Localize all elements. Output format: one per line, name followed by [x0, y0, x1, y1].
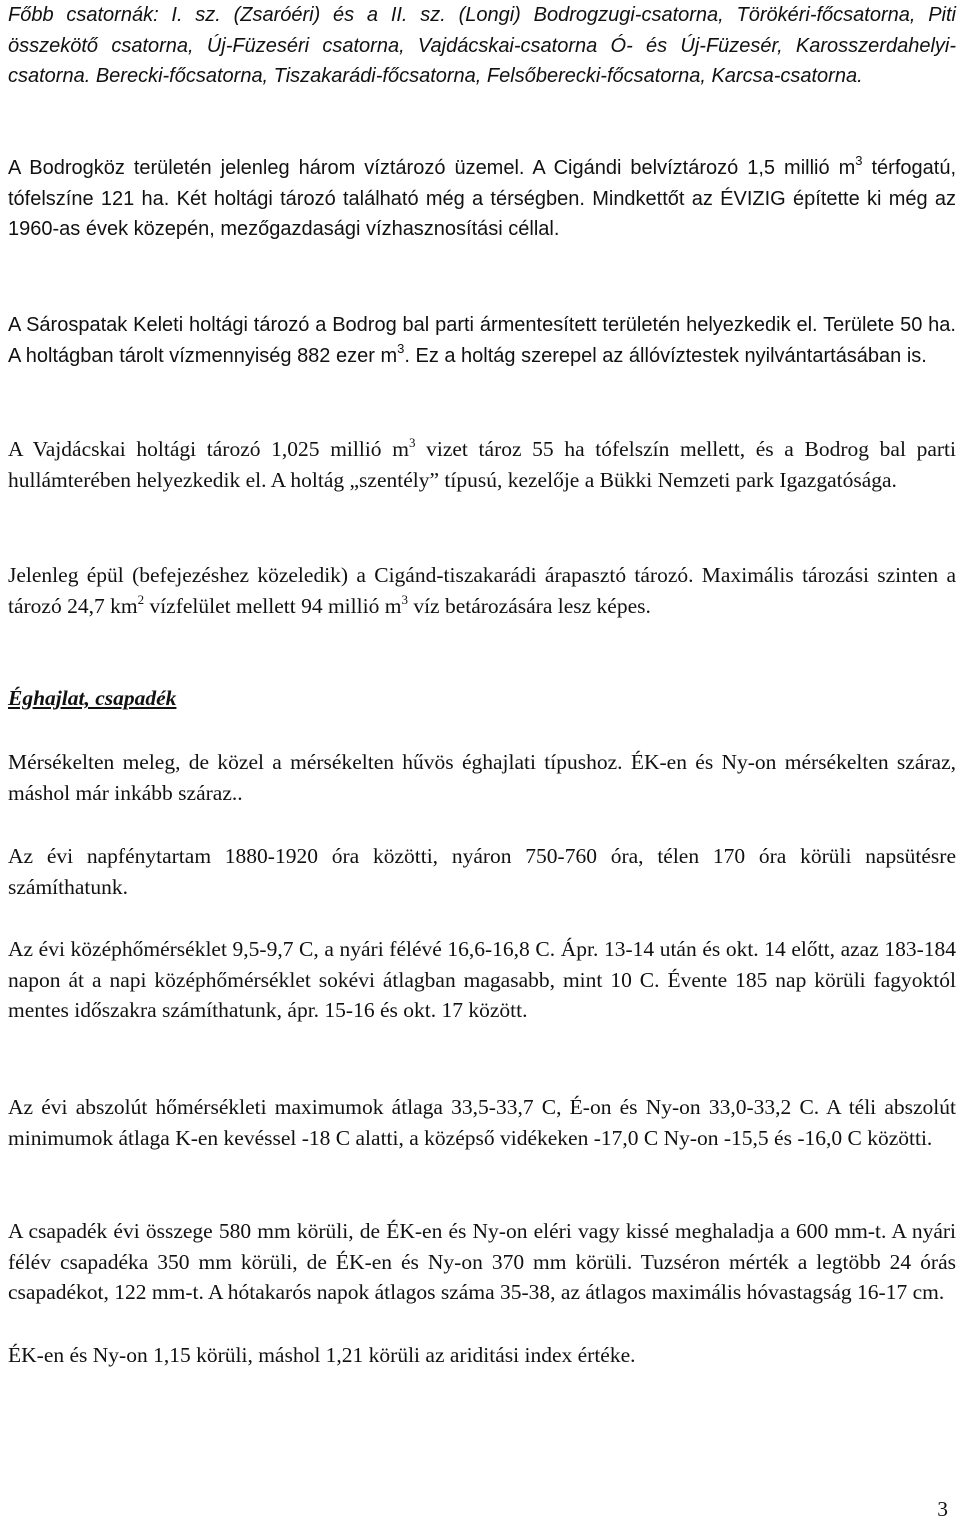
precipitation-paragraph: A csapadék évi összege 580 mm körüli, de ÉK-en és Ny-on eléri vagy kissé meghaladja a 600 mm-t. A nyári félév csapadéka 350 mm körüli, de ÉK-en és Ny-on 370 mm körüli. Tuzséron mérték a legtöbb 24 órás csapadékot, 122 mm-t. A hótakarós napok átlagos száma 35-38, az átlagos maximális hóvastagság 16-17 cm. [8, 1219, 956, 1305]
cigand-text-cont: vízfelület mellett 94 millió m [144, 593, 402, 618]
climate-heading: Éghajlat, csapadék [8, 686, 177, 710]
cigand-text: Jelenleg épül (befejezéshez közeledik) a Cigánd-tiszakarádi árapasztó tározó. Maximális tározási szinten a tározó 24,7 km [8, 563, 956, 618]
reservoirs-text: A Bodrogköz területén jelenleg három víztározó üzemel. A Cigándi belvíztározó 1,5 millió m [8, 157, 856, 179]
climate-paragraph: Mérsékelten meleg, de közel a mérsékelten hűvös éghajlati típushoz. ÉK-en és Ny-on mérsékelten száraz, máshol már inkább száraz.. [8, 750, 956, 805]
sunshine-paragraph: Az évi napfénytartam 1880-1920 óra közötti, nyáron 750-760 óra, télen 170 óra körüli napsütésre számíthatunk. [8, 844, 956, 899]
reservoirs-text-cont: térfogatú, tófelszíne 121 ha. Két holtági tározó található még a térségben. Mindkettőt az ÉVIZIG építette ki még az 1960-as évek közepén, mezőgazdasági vízhasznosítási céllal. [8, 157, 956, 240]
cigand-paragraph [8, 560, 956, 621]
superscript: 2 [137, 591, 145, 607]
sarospatak-text-cont: . Ez a holtág szerepel az állóvíztestek nyilvántartásában is. [404, 344, 927, 367]
temperature-paragraph: Az évi középhőmérséklet 9,5-9,7 C, a nyári félévé 16,6-16,8 C. Ápr. 13-14 után és okt. 14 előtt, azaz 183-184 napon át a napi középhőmérséklet sokévi átlagban magasabb, mint 10 C. Évente 185 nap körüli fagyoktól mentes időszakra számíthatunk, ápr. 15-16 és okt. 17 között. [8, 937, 956, 1023]
superscript: 3 [397, 340, 405, 356]
canals-paragraph: Főbb csatornák: I. sz. (Zsaróéri) és a II. sz. (Longi) Bodrogzugi-csatorna, Törökéri-főcsatorna, Piti összekötő csatorna, Új-Füzeséri csatorna, Vajdácskai-csatorna Ó- és Új-Füzesér, Karosszerdahelyi-csatorna. Berecki-főcsatorna, Tiszakarádi-főcsatorna, Felsőberecki-főcsatorna, Karcsa-csatorna. [8, 4, 956, 87]
sarospatak-text: A Sárospatak Keleti holtági tározó a Bodrog bal parti ármentesített területén helyezkedik el. Területe 50 ha. A holtágban tárolt vízmennyiség 882 ezer m [8, 314, 956, 367]
cigand-text-end: víz betározására lesz képes. [407, 593, 651, 618]
sarospatak-paragraph [8, 310, 956, 371]
vajdacska-text-cont: vizet tároz 55 ha tófelszín mellett, és a Bodrog bal parti hullámterében helyezkedik el. A holtág „szentély” típusú, kezelője a Bükki Nemzeti park Igazgatósága. [8, 437, 956, 492]
superscript: 3 [401, 591, 408, 607]
page-number: 3 [937, 1497, 948, 1521]
reservoirs-paragraph [8, 153, 956, 245]
vajdacska-text: A Vajdácskai holtági tározó 1,025 millió m [8, 437, 409, 461]
superscript: 3 [408, 435, 416, 450]
extremes-paragraph: Az évi abszolút hőmérsékleti maximumok átlaga 33,5-33,7 C, É-on és Ny-on 33,0-33,2 C. A téli abszolút minimumok átlaga K-en kevéssel -18 C alatti, a középső vidékeken -17,0 C Ny-on -15,5 és -16,0 C közötti. [8, 1095, 956, 1150]
aridity-paragraph: ÉK-en és Ny-on 1,15 körüli, máshol 1,21 körüli az ariditási index értéke. [8, 1343, 636, 1367]
vajdacska-paragraph [8, 434, 956, 495]
superscript: 3 [855, 153, 863, 168]
